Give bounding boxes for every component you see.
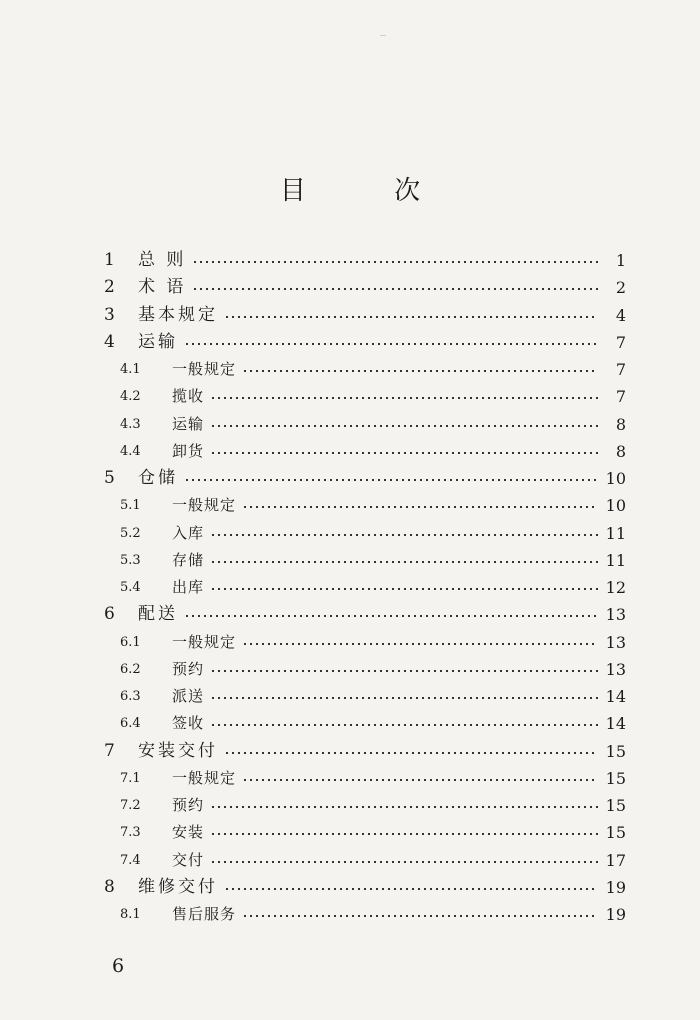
toc-leader-dots bbox=[242, 779, 598, 781]
toc-entry-number: 4.2 bbox=[120, 389, 141, 405]
toc-leader-dots bbox=[210, 588, 598, 590]
toc-leader-dots bbox=[224, 316, 598, 318]
toc-entry-label: 安装交付 bbox=[138, 740, 218, 761]
toc-leader-dots bbox=[210, 861, 598, 863]
toc-entry-label: 配送 bbox=[138, 604, 178, 625]
toc-entry-number: 5.2 bbox=[120, 525, 141, 541]
toc-entry-page: 11 bbox=[605, 550, 626, 570]
toc-entry-label: 一般规定 bbox=[172, 496, 237, 515]
toc-entry-label: 运输 bbox=[138, 331, 178, 352]
toc-entry bbox=[104, 735, 626, 761]
toc-entry-label: 交付 bbox=[172, 850, 205, 869]
toc-entry-page: 1 bbox=[615, 251, 626, 270]
toc-entry-number: 7.3 bbox=[120, 825, 141, 841]
toc-leader-dots bbox=[192, 261, 598, 263]
toc-leader-dots bbox=[210, 806, 598, 808]
toc-entry-page: 2 bbox=[615, 278, 626, 298]
toc-leader-dots bbox=[210, 397, 598, 399]
toc-entry-number: 2 bbox=[104, 277, 115, 298]
toc-entry-page: 8 bbox=[615, 441, 626, 461]
toc-entry-number: 6 bbox=[104, 604, 115, 625]
toc-entry bbox=[104, 299, 626, 325]
toc-entry-number: 6.4 bbox=[120, 716, 141, 732]
toc-leader-dots bbox=[210, 534, 598, 536]
toc-entry-page: 14 bbox=[605, 687, 626, 706]
toc-entry bbox=[104, 326, 626, 352]
toc-entry-label: 预约 bbox=[172, 659, 205, 678]
toc-entry-page: 15 bbox=[605, 796, 626, 815]
toc-leader-dots bbox=[210, 697, 598, 699]
toc-entry-number: 5 bbox=[104, 468, 115, 488]
toc-entry bbox=[104, 517, 626, 543]
toc-entry bbox=[104, 271, 626, 297]
toc-entry bbox=[104, 680, 626, 706]
toc-leader-dots bbox=[210, 452, 598, 454]
toc-entry-page: 4 bbox=[615, 305, 626, 325]
toc-leader-dots bbox=[242, 643, 598, 645]
toc-leader-dots bbox=[184, 479, 598, 481]
toc-leader-dots bbox=[224, 752, 598, 754]
toc-entry-page: 7 bbox=[615, 387, 626, 407]
toc-entry bbox=[104, 598, 626, 624]
toc-entry-number: 6.1 bbox=[120, 634, 141, 650]
toc-entry-page: 13 bbox=[605, 632, 626, 652]
toc-entry-label: 存储 bbox=[172, 550, 205, 569]
toc-entry-number: 6.3 bbox=[120, 689, 141, 704]
toc-entry bbox=[104, 871, 626, 897]
toc-entry bbox=[104, 408, 626, 434]
toc-entry-label: 预约 bbox=[172, 796, 205, 814]
toc-entry-label: 总 则 bbox=[138, 250, 187, 270]
toc-entry-number: 4.4 bbox=[120, 443, 141, 459]
toc-entry-page: 11 bbox=[605, 523, 626, 543]
toc-entry-page: 8 bbox=[615, 414, 626, 434]
toc-entry bbox=[104, 898, 626, 924]
toc-entry-label: 一般规定 bbox=[172, 360, 237, 378]
toc-entry-number: 7.2 bbox=[120, 798, 141, 813]
toc-entry-number: 6.2 bbox=[120, 661, 141, 677]
toc-entry-number: 5.1 bbox=[120, 498, 141, 514]
toc-entry-number: 4 bbox=[104, 331, 115, 352]
toc-entry-page: 13 bbox=[605, 605, 626, 625]
toc-entry-label: 安装 bbox=[172, 823, 205, 842]
toc-entry-label: 维修交付 bbox=[138, 876, 218, 897]
toc-leader-dots bbox=[210, 670, 598, 672]
toc-entry bbox=[104, 816, 626, 842]
toc-entry-label: 出库 bbox=[172, 578, 205, 596]
toc-entry-page: 10 bbox=[605, 496, 626, 516]
toc-entry-page: 10 bbox=[605, 469, 626, 488]
page-title: 目 次 bbox=[279, 176, 461, 206]
toc-entry bbox=[104, 489, 626, 515]
toc-entry-number: 5.3 bbox=[120, 552, 141, 568]
toc-entry-number: 4.3 bbox=[120, 416, 141, 432]
toc-entry-label: 运输 bbox=[172, 414, 205, 433]
toc-entry-page: 15 bbox=[605, 741, 626, 761]
toc-entry-label: 术 语 bbox=[138, 277, 187, 298]
toc-entry bbox=[104, 380, 626, 406]
toc-entry-label: 一般规定 bbox=[172, 768, 237, 787]
toc-entry-label: 派送 bbox=[172, 687, 205, 705]
toc-entry bbox=[104, 435, 626, 461]
toc-entry-number: 5.4 bbox=[120, 580, 141, 595]
toc-entry bbox=[104, 762, 626, 788]
toc-leader-dots bbox=[192, 288, 598, 290]
toc-entry bbox=[104, 544, 626, 570]
toc-entry-page: 7 bbox=[615, 332, 626, 352]
toc-leader-dots bbox=[242, 506, 598, 508]
toc-entry-label: 签收 bbox=[172, 714, 205, 733]
toc-entry-label: 卸货 bbox=[172, 441, 205, 460]
toc-entry-number: 4.1 bbox=[120, 362, 141, 377]
toc-entry-label: 仓储 bbox=[138, 468, 178, 488]
toc-entry-number: 7.1 bbox=[120, 770, 141, 786]
page-number: 6 bbox=[112, 955, 125, 977]
toc-entry bbox=[104, 653, 626, 679]
toc-entry-number: 8 bbox=[104, 876, 115, 897]
toc-entry bbox=[104, 789, 626, 815]
toc-entry-number: 1 bbox=[104, 250, 115, 270]
toc-leader-dots bbox=[242, 915, 598, 917]
toc-leader-dots bbox=[210, 561, 598, 563]
toc-entry-page: 12 bbox=[605, 578, 626, 597]
toc-entry-page: 13 bbox=[605, 659, 626, 679]
toc-entry-number: 7.4 bbox=[120, 852, 141, 868]
toc-entry-page: 15 bbox=[605, 823, 626, 843]
toc-entry-label: 一般规定 bbox=[172, 632, 237, 651]
toc-leader-dots bbox=[210, 833, 598, 835]
toc-leader-dots bbox=[242, 370, 598, 372]
toc-entry bbox=[104, 244, 626, 270]
toc-entry-page: 19 bbox=[605, 877, 626, 897]
toc-leader-dots bbox=[224, 888, 598, 890]
toc-entry bbox=[104, 353, 626, 379]
toc-entry-label: 入库 bbox=[172, 523, 205, 542]
toc-entry bbox=[104, 626, 626, 652]
toc-entry-number: 3 bbox=[104, 304, 115, 325]
toc-entry-page: 19 bbox=[605, 905, 626, 924]
toc-entry-page: 14 bbox=[605, 714, 626, 734]
toc-leader-dots bbox=[210, 724, 598, 726]
toc-entry bbox=[104, 844, 626, 870]
toc-leader-dots bbox=[184, 343, 598, 345]
toc-entry-page: 15 bbox=[605, 768, 626, 788]
toc-entry-number: 8.1 bbox=[120, 907, 141, 922]
toc-leader-dots bbox=[210, 425, 598, 427]
toc-entry-label: 揽收 bbox=[172, 387, 205, 406]
toc-entry-label: 售后服务 bbox=[172, 905, 237, 923]
toc-entry-page: 17 bbox=[605, 850, 626, 870]
toc-entry-label: 基本规定 bbox=[138, 304, 218, 325]
toc-entry bbox=[104, 571, 626, 597]
toc-entry bbox=[104, 462, 626, 488]
toc-entry-number: 7 bbox=[104, 740, 115, 761]
toc-leader-dots bbox=[184, 615, 598, 617]
toc-entry-page: 7 bbox=[615, 360, 626, 379]
toc-entry bbox=[104, 707, 626, 733]
